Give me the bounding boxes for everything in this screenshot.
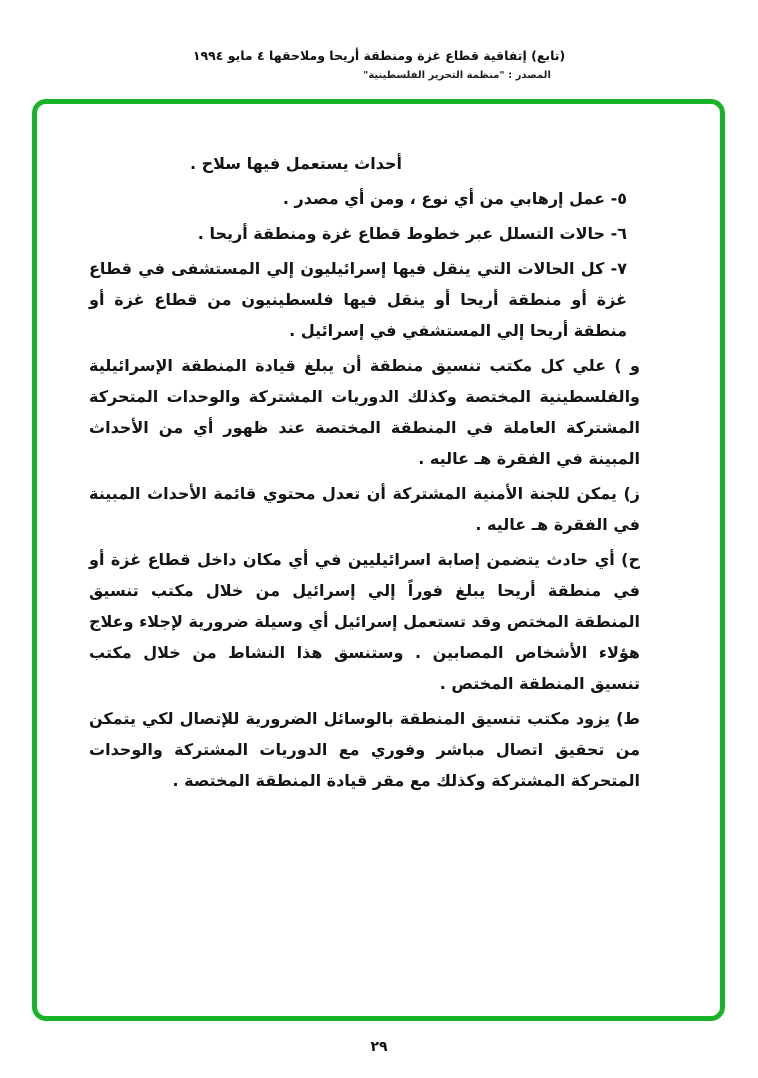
- document-source: المصدر : "منظمة التحرير الفلسطينية": [363, 70, 551, 81]
- document-body: [37, 104, 720, 1016]
- paragraph: ٧- كل الحالات التي ينقل فيها إسرائيليون إلي المستشفى في قطاع غزة أو منطقة أريحا أو ينقل فيها فلسطينيون من قطاع غزة أو منطقة أريحا إلي المستشفي في إسرائيل .: [89, 259, 627, 340]
- document-title: (تابع) إتفاقية قطاع غزة ومنطقة أريحا وملاحقها ٤ مايو ١٩٩٤: [192, 48, 566, 63]
- paragraph: ز) يمكن للجنة الأمنية المشتركة أن تعدل محتوي قائمة الأحداث المبينة في الفقرة هـ عاليه .: [89, 484, 640, 534]
- green-border-frame: [32, 99, 725, 1021]
- page-footer: [0, 1036, 758, 1055]
- paragraph: و ) علي كل مكتب تنسيق منطقة أن يبلغ قيادة المنطقة الإسرائيلية والفلسطينية المختصة وكذلك الدوريات المشتركة والوحدات المتحركة المشتركة العاملة في المنطقة المختصة عند ظهور أي من الأحداث المبينة في الفقرة هـ عاليه .: [89, 356, 640, 468]
- paragraph: ٥- عمل إرهابي من أي نوع ، ومن أي مصدر .: [282, 189, 627, 208]
- paragraph: ط) يزود مكتب تنسيق المنطقة بالوسائل الضرورية للإتصال لكي يتمكن من تحقيق اتصال مباشر وفوري مع الدوريات المشتركة والوحدات المتحركة المشتركة وكذلك مع مقر قيادة المنطقة المختصة .: [89, 709, 640, 790]
- paragraph: ح) أي حادث يتضمن إصابة اسرائيليين في أي مكان داخل قطاع غزة أو في منطقة أريحا يبلغ فوراً إلي إسرائيل من خلال مكتب تنسيق المنطقة المختص وقد تستعمل إسرائيل أي وسيلة ضرورية لإجلاء وعلاج هؤلاء الأشخاص المصابين . وستنسق هذا النشاط من خلال مكتب تنسيق المنطقة المختص .: [89, 550, 640, 693]
- paragraph: أحداث يستعمل فيها سلاح .: [189, 154, 402, 173]
- page-number: ٢٩: [370, 1039, 388, 1055]
- paragraph: ٦- حالات التسلل عبر خطوط قطاع غزة ومنطقة أريحا .: [197, 224, 627, 243]
